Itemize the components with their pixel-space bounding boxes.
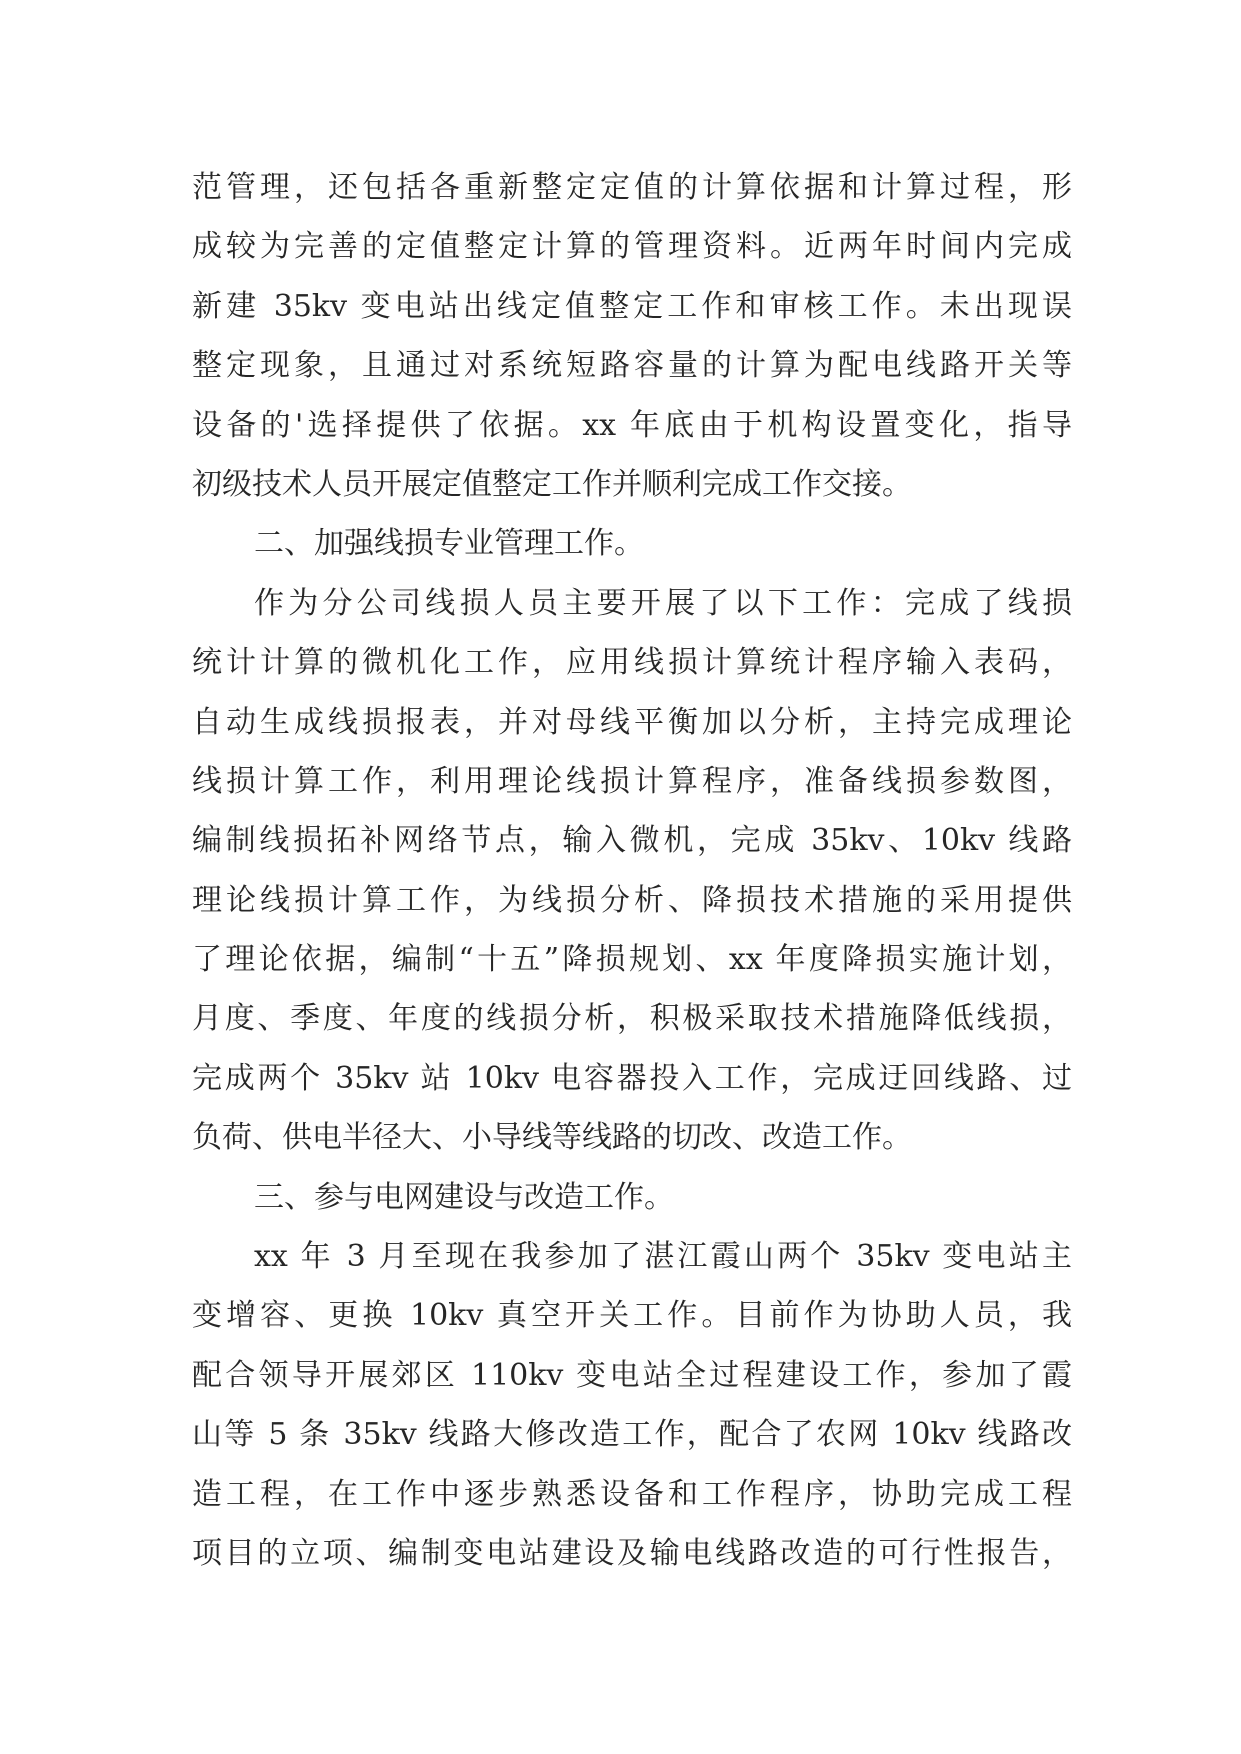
text-line: 自动生成线损报表，并对母线平衡加以分析，主持完成理论 [192,704,1072,740]
text-line: 变增容、更换 10kv 真空开关工作。目前作为协助人员，我 [192,1298,1072,1334]
section-heading: 二、加强线损专业管理工作。 [254,526,644,562]
text-line: 范管理，还包括各重新整定定值的计算依据和计算过程，形 [192,170,1072,205]
text-line: 月度、季度、年度的线损分析，积极采取技术措施降低线损， [192,1001,1072,1037]
section-heading: 三、参与电网建设与改造工作。 [254,1179,674,1215]
text-line: 成较为完善的定值整定计算的管理资料。近两年时间内完成 [192,229,1072,265]
text-line: 编制线损拓补网络节点，输入微机，完成 35kv、10kv 线路 [192,823,1072,859]
text-line: xx 年 3 月至现在我参加了湛江霞山两个 35kv 变电站主 [254,1239,1072,1275]
document-body [192,158,1072,1583]
text-line: 新建 35kv 变电站出线定值整定工作和审核工作。未出现误 [192,288,1072,324]
text-line: 配合领导开展郊区 110kv 变电站全过程建设工作，参加了霞 [192,1357,1072,1393]
text-line: 完成两个 35kv 站 10kv 电容器投入工作，完成迂回线路、过 [192,1060,1072,1096]
text-line: 整定现象，且通过对系统短路容量的计算为配电线路开关等 [192,348,1072,384]
text-line: 了理论依据，编制“十五”降损规划、xx 年度降损实施计划， [192,942,1072,978]
text-line: 统计计算的微机化工作，应用线损计算统计程序输入表码， [192,645,1072,681]
text-line: 负荷、供电半径大、小导线等线路的切改、改造工作。 [192,1120,912,1156]
text-line: 项目的立项、编制变电站建设及输电线路改造的可行性报告， [192,1535,1072,1571]
text-line: 初级技术人员开展定值整定工作并顺利完成工作交接。 [192,466,912,502]
text-line: 理论线损计算工作，为线损分析、降损技术措施的采用提供 [192,882,1072,918]
text-line: 设备的'选择提供了依据。xx 年底由于机构设置变化，指导 [192,407,1072,443]
text-line: 线损计算工作，利用理论线损计算程序，准备线损参数图， [192,763,1072,799]
text-line: 山等 5 条 35kv 线路大修改造工作，配合了农网 10kv 线路改 [192,1417,1072,1453]
text-line: 造工程，在工作中逐步熟悉设备和工作程序，协助完成工程 [192,1476,1072,1512]
text-line: 作为分公司线损人员主要开展了以下工作：完成了线损 [254,585,1072,621]
